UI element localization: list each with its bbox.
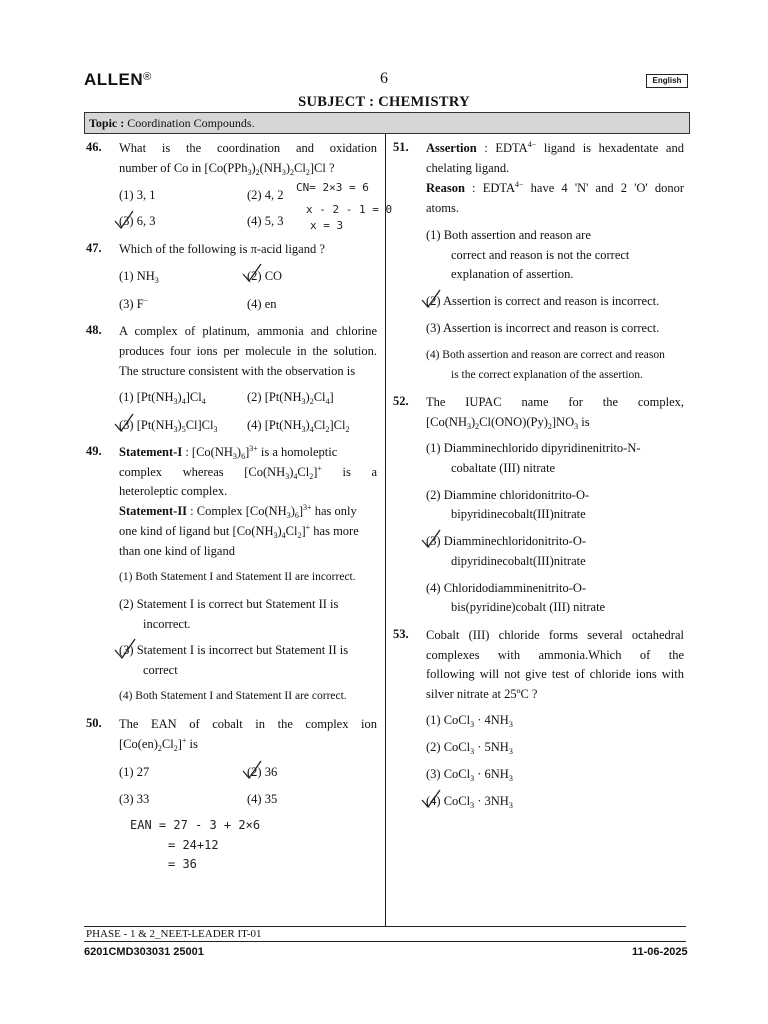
option-3[interactable]: correct — [143, 663, 178, 677]
option-4[interactable]: (4) en — [247, 297, 277, 311]
option-4[interactable]: (4) Both assertion and reason are correct and reason — [426, 349, 665, 361]
handwritten-note: x - 2 - 1 = 0 — [306, 203, 393, 216]
question-text: $[Co(en)_2Cl_2]^+$ is — [119, 736, 198, 753]
option-1[interactable]: explanation of assertion. — [451, 267, 574, 281]
statement-1: Statement-I : $[Co(NH_3)_6]^{3+}$ is a homoleptic — [119, 444, 338, 461]
tick-mark-icon — [113, 412, 135, 434]
footer-divider-2 — [84, 941, 686, 942]
question-text: The IUPAC name for the complex, — [426, 395, 684, 409]
option-2[interactable]: (2) $[Pt(NH_3)_2Cl_4]$ — [247, 390, 334, 406]
question-text: Cobalt (III) chloride forms several octahedral — [426, 628, 684, 642]
statement-2: than one kind of ligand — [119, 544, 235, 558]
option-2[interactable]: incorrect. — [143, 617, 191, 631]
option-2[interactable]: (2) CO — [247, 269, 283, 283]
option-1[interactable]: (1) 3, 1 — [119, 188, 156, 202]
question-text: A complex of platinum, ammonia and chlorine — [119, 324, 377, 338]
option-4[interactable]: (4) Chloridodiamminenitrito-O- — [426, 581, 587, 595]
option-3[interactable]: (3) 6, 3 — [119, 214, 156, 228]
tick-mark-icon — [241, 262, 263, 284]
question-number: 48. — [86, 323, 102, 337]
tick-mark-icon — [420, 788, 442, 810]
question-text: The EAN of cobalt in the complex ion — [119, 717, 377, 731]
option-4[interactable]: (4) CoCl$_3$ · $3NH_3$ — [426, 794, 513, 810]
language-badge: English — [646, 74, 688, 88]
option-2[interactable]: (2) CoCl$_3$ · $5NH_3$ — [426, 740, 513, 756]
topic-bar: Topic : Coordination Compounds. — [84, 112, 690, 134]
option-1[interactable]: (1) Both assertion and reason are — [426, 228, 591, 242]
question-number: 51. — [393, 140, 409, 154]
option-1[interactable]: (1) $NH_3$ — [119, 269, 159, 285]
page-number: 6 — [380, 70, 388, 87]
column-divider — [385, 133, 386, 926]
option-4[interactable]: (4) $[Pt(NH_3)_4Cl_2]Cl_2$ — [247, 418, 350, 434]
option-1[interactable]: cobaltate (III) nitrate — [451, 461, 556, 475]
option-2[interactable]: (2) Diammine chloridonitrito-O- — [426, 488, 590, 502]
question-text: number of Co in $[Co(PPh_3)_2(NH_3)_2Cl_2]Cl$ ? — [119, 161, 335, 177]
paper-code: 6201CMD303031 25001 — [84, 946, 204, 958]
handwritten-note: x = 3 — [310, 219, 344, 232]
reason: atoms. — [426, 201, 459, 215]
statement-2: Statement-II : Complex $[Co(NH_3)_6]^{3+}$ has only — [119, 503, 357, 520]
option-1[interactable]: (1) $[Pt(NH_3)_4]Cl_4$ — [119, 390, 206, 406]
statement-2: one kind of ligand but $[Co(NH_3)_4Cl_2]^+$ has more — [119, 523, 359, 540]
option-3[interactable]: (3) Diamminechloridonitrito-O- — [426, 534, 587, 548]
tick-mark-icon — [420, 288, 442, 310]
question-number: 52. — [393, 394, 409, 408]
question-number: 53. — [393, 627, 409, 641]
option-2[interactable]: (2) 4, 2 — [247, 188, 284, 202]
option-3[interactable]: (3) Assertion is incorrect and reason is correct. — [426, 321, 660, 335]
tick-mark-icon — [241, 759, 263, 781]
question-number: 47. — [86, 241, 102, 255]
handwritten-note: = 24+12 — [168, 838, 219, 852]
option-2[interactable]: (2) 36 — [247, 765, 278, 779]
handwritten-note: = 36 — [168, 857, 197, 871]
option-3[interactable]: (3) 33 — [119, 792, 150, 806]
option-1[interactable]: (1) Diamminechlorido dipyridinenitrito-N- — [426, 441, 641, 455]
option-1[interactable]: (1) Both Statement I and Statement II are incorrect. — [119, 571, 356, 583]
assertion: chelating ligand. — [426, 161, 510, 175]
allen-logo: ALLEN® — [84, 70, 152, 89]
option-3[interactable]: dipyridinecobalt(III)nitrate — [451, 554, 586, 568]
question-text: Which of the following is π-acid ligand ? — [119, 242, 325, 256]
assertion: Assertion : $EDTA^{4-}$ ligand is hexadentate and — [426, 140, 684, 155]
question-number: 46. — [86, 140, 102, 154]
batch-label: PHASE - 1 & 2_NEET-LEADER IT-01 — [86, 928, 262, 940]
handwritten-note: CN= 2×3 = 6 — [296, 181, 369, 194]
subject-title: SUBJECT : CHEMISTRY — [298, 94, 470, 110]
option-4[interactable]: (4) 35 — [247, 792, 278, 806]
handwritten-note: EAN = 27 - 3 + 2×6 — [130, 818, 261, 832]
option-4[interactable]: bis(pyridine)cobalt (III) nitrate — [451, 600, 606, 614]
question-text: complexes with ammonia.Which of the — [426, 648, 684, 662]
exam-date: 11-06-2025 — [632, 946, 688, 958]
tick-mark-icon — [113, 637, 137, 661]
option-1[interactable]: (1) CoCl$_3$ · $4NH_3$ — [426, 713, 513, 729]
question-text: What is the coordination and oxidation — [119, 141, 377, 155]
question-text: The structure consistent with the observation is — [119, 364, 356, 378]
statement-1: complex whereas $[Co(NH_3)_4Cl_2]^+$ is a — [119, 464, 377, 481]
option-1[interactable]: correct and reason is not the correct — [451, 248, 630, 262]
option-4[interactable]: (4) Both Statement I and Statement II are correct. — [119, 690, 347, 702]
option-2[interactable]: (2) Assertion is correct and reason is incorrect. — [426, 294, 660, 308]
option-1[interactable]: (1) 27 — [119, 765, 150, 779]
statement-1: heteroleptic complex. — [119, 484, 228, 498]
option-3[interactable]: (3) $[Pt(NH_3)_5Cl]Cl_3$ — [119, 418, 218, 434]
question-number: 50. — [86, 716, 102, 730]
tick-mark-icon — [420, 528, 442, 550]
question-text: produces four ions per molecule in the solution. — [119, 344, 377, 358]
question-text: $[Co(NH_3)_2Cl(ONO)(Py)_2]NO_3$ is — [426, 415, 590, 431]
option-2[interactable]: bipyridinecobalt(III)nitrate — [451, 507, 586, 521]
question-number: 49. — [86, 444, 102, 458]
tick-mark-icon — [113, 209, 135, 231]
option-3[interactable]: (3) F− — [119, 296, 149, 311]
option-4[interactable]: (4) 5, 3 — [247, 214, 284, 228]
question-text: silver nitrate at 25ºC ? — [426, 687, 538, 701]
option-3[interactable]: (3) Statement I is incorrect but Statement II is — [119, 643, 349, 657]
option-3[interactable]: (3) CoCl$_3$ · $6NH_3$ — [426, 767, 513, 783]
option-4[interactable]: is the correct explanation of the assertion. — [451, 369, 643, 381]
option-2[interactable]: (2) Statement I is correct but Statement II is — [119, 597, 339, 611]
question-text: following will not give test of chloride ions with — [426, 667, 684, 681]
reason: Reason : $EDTA^{4-}$ have 4 'N' and 2 'O' donor — [426, 180, 684, 195]
footer-divider — [84, 926, 686, 927]
